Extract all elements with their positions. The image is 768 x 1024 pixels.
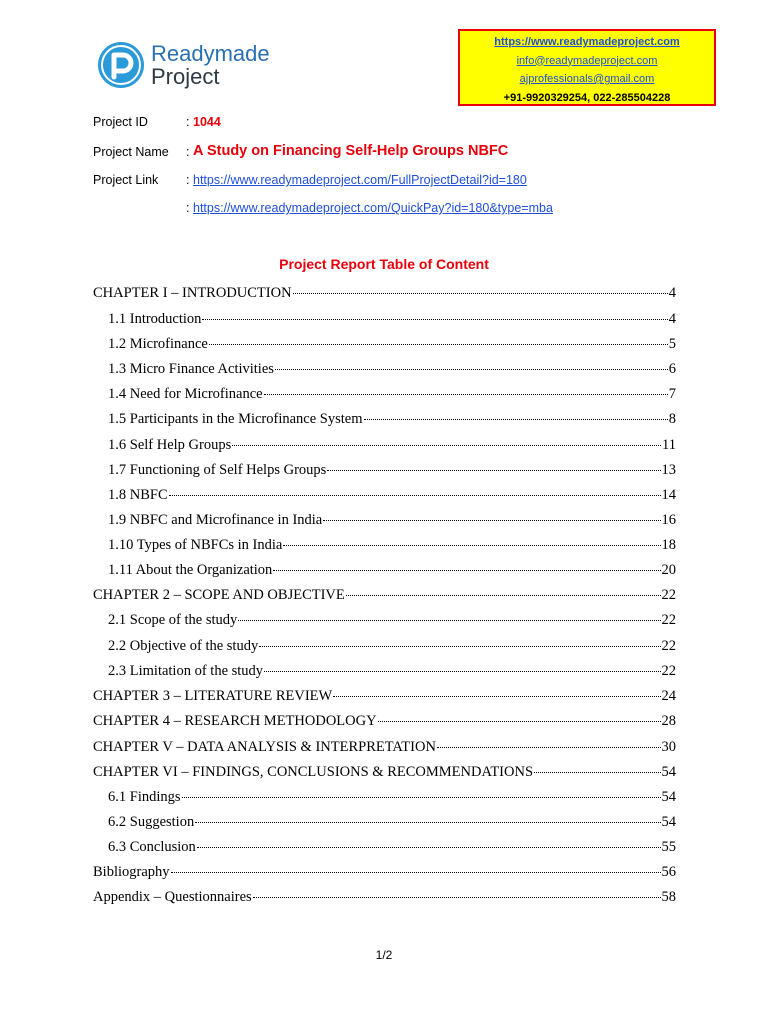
toc-entry-title: 1.2 Microfinance: [108, 336, 208, 352]
toc-entry-title: 1.5 Participants in the Microfinance System: [108, 411, 363, 427]
toc-entry[interactable]: [93, 764, 676, 784]
toc-entry[interactable]: [93, 864, 676, 884]
toc-entry[interactable]: [108, 462, 676, 482]
toc-entry-page: 13: [661, 462, 676, 478]
project-name-label: Project Name: [93, 145, 169, 159]
toc-entry-page: 54: [661, 814, 676, 830]
logo-line-1: Readymade: [151, 41, 270, 66]
logo-line-2: Project: [151, 64, 220, 89]
toc-entry-title: 1.1 Introduction: [108, 311, 202, 327]
toc-entry-page: 22: [661, 587, 676, 603]
toc-entry-page: 22: [661, 663, 676, 679]
toc-entry-page: 11: [662, 437, 676, 453]
contact-box: [458, 29, 716, 106]
toc-entry-page: 8: [668, 411, 676, 427]
project-link-label: Project Link: [93, 173, 159, 187]
toc-leader-dots: [182, 797, 661, 798]
toc-entry-title: CHAPTER V – DATA ANALYSIS & INTERPRETATION: [93, 739, 436, 755]
toc-leader-dots: [273, 570, 660, 571]
website-link[interactable]: https://www.readymadeproject.com: [494, 36, 680, 48]
toc-leader-dots: [293, 293, 668, 294]
toc-entry-title: Bibliography: [93, 864, 170, 880]
toc-leader-dots: [264, 671, 660, 672]
toc-entry[interactable]: [108, 386, 676, 406]
toc-entry-title: 1.6 Self Help Groups: [108, 437, 232, 453]
toc-entry-title: 1.11 About the Organization: [108, 562, 273, 578]
toc-entry-page: 30: [661, 739, 676, 755]
toc-entry[interactable]: [108, 361, 676, 381]
toc-leader-dots: [346, 595, 661, 596]
toc-entry[interactable]: [108, 537, 676, 557]
project-link-colon: :: [186, 173, 190, 187]
project-id-label: Project ID: [93, 115, 148, 129]
toc-leader-dots: [283, 545, 660, 546]
toc-leader-dots: [195, 822, 660, 823]
toc-entry-title: 1.7 Functioning of Self Helps Groups: [108, 462, 327, 478]
toc-leader-dots: [169, 495, 661, 496]
toc-entry-title: 1.4 Need for Microfinance: [108, 386, 263, 402]
toc-entry-page: 58: [661, 889, 676, 905]
toc-entry[interactable]: [108, 411, 676, 431]
toc-leader-dots: [534, 772, 660, 773]
toc-entry-page: 28: [661, 713, 676, 729]
toc-entry[interactable]: [93, 739, 676, 759]
toc-entry-title: Appendix – Questionnaires: [93, 889, 252, 905]
toc-entry-page: 4: [668, 285, 676, 301]
toc-leader-dots: [333, 696, 660, 697]
toc-leader-dots: [259, 646, 660, 647]
toc-entry-page: 56: [661, 864, 676, 880]
toc-entry-page: 22: [661, 612, 676, 628]
toc-heading: Project Report Table of Content: [279, 256, 489, 272]
toc-entry-title: 2.3 Limitation of the study: [108, 663, 264, 679]
project-id-value: 1044: [193, 115, 221, 129]
toc-entry[interactable]: [93, 713, 676, 733]
toc-entry-title: CHAPTER I – INTRODUCTION: [93, 285, 292, 301]
toc-entry-title: 6.3 Conclusion: [108, 839, 196, 855]
toc-entry-page: 14: [661, 487, 676, 503]
toc-entry-page: 54: [661, 789, 676, 805]
toc-leader-dots: [171, 872, 661, 873]
toc-leader-dots: [364, 419, 668, 420]
toc-entry[interactable]: [108, 562, 676, 582]
toc-entry[interactable]: [108, 487, 676, 507]
toc-entry[interactable]: [93, 587, 676, 607]
toc-leader-dots: [378, 721, 661, 722]
email-link-info[interactable]: info@readymadeproject.com: [516, 54, 658, 67]
toc-entry[interactable]: [108, 437, 676, 457]
toc-entry-page: 18: [661, 537, 676, 553]
toc-entry-page: 5: [668, 336, 676, 352]
toc-entry-page: 22: [661, 638, 676, 654]
toc-entry-page: 6: [668, 361, 676, 377]
toc-entry[interactable]: [108, 839, 676, 859]
readymade-project-logo-icon: [97, 41, 145, 89]
toc-entry-title: CHAPTER 3 – LITERATURE REVIEW: [93, 688, 333, 704]
toc-leader-dots: [197, 847, 661, 848]
toc-entry-title: 2.1 Scope of the study: [108, 612, 238, 628]
toc-leader-dots: [232, 445, 661, 446]
toc-entry-title: CHAPTER VI – FINDINGS, CONCLUSIONS & RECOMMENDATIONS: [93, 764, 534, 780]
toc-entry[interactable]: [93, 688, 676, 708]
logo-wordmark: [151, 42, 270, 88]
page-indicator: 1/2: [375, 948, 393, 962]
toc-entry-page: 54: [661, 764, 676, 780]
toc-entry[interactable]: [108, 814, 676, 834]
toc-entry[interactable]: [108, 311, 676, 331]
toc-entry[interactable]: [93, 889, 676, 909]
toc-leader-dots: [327, 470, 660, 471]
toc-entry-title: CHAPTER 2 – SCOPE AND OBJECTIVE: [93, 587, 345, 603]
toc-entry-page: 24: [661, 688, 676, 704]
toc-entry[interactable]: [93, 285, 676, 305]
company-logo: [97, 38, 277, 92]
toc-entry[interactable]: [108, 663, 676, 683]
toc-leader-dots: [275, 369, 668, 370]
toc-leader-dots: [209, 344, 668, 345]
toc-entry-page: 55: [661, 839, 676, 855]
toc-leader-dots: [264, 394, 668, 395]
project-id-colon: :: [186, 115, 190, 129]
toc-entry-title: 1.8 NBFC: [108, 487, 168, 503]
toc-entry-title: 1.10 Types of NBFCs in India: [108, 537, 283, 553]
toc-entry[interactable]: [108, 638, 676, 658]
toc-entry[interactable]: [108, 612, 676, 632]
toc-leader-dots: [253, 897, 661, 898]
toc-entry-title: 1.3 Micro Finance Activities: [108, 361, 274, 377]
toc-entry-title: CHAPTER 4 – RESEARCH METHODOLOGY: [93, 713, 377, 729]
project-name-colon: :: [186, 145, 190, 159]
email-link-ajprofessionals[interactable]: ajprofessionals@gmail.com: [519, 73, 655, 85]
toc-entry-page: 4: [668, 311, 676, 327]
toc-entry-page: 7: [668, 386, 676, 402]
toc-leader-dots: [202, 319, 667, 320]
toc-entry[interactable]: [108, 336, 676, 356]
project-name-value: A Study on Financing Self-Help Groups NBFC: [193, 143, 509, 159]
toc-entry-title: 2.2 Objective of the study: [108, 638, 259, 654]
phone-numbers: +91-9920329254, 022-285504228: [503, 91, 671, 104]
toc-entry-title: 1.9 NBFC and Microfinance in India: [108, 512, 323, 528]
project-full-detail-link[interactable]: https://www.readymadeproject.com/FullProjectDetail?id=180: [193, 173, 527, 187]
toc-leader-dots: [323, 520, 660, 521]
toc-leader-dots: [238, 620, 660, 621]
toc-leader-dots: [437, 747, 661, 748]
toc-entry-title: 6.1 Findings: [108, 789, 181, 805]
project-link2-colon: :: [186, 201, 190, 215]
toc-entry-page: 16: [661, 512, 676, 528]
project-quickpay-link[interactable]: https://www.readymadeproject.com/QuickPay?id=180&type=mba: [193, 201, 553, 215]
toc-entry[interactable]: [108, 512, 676, 532]
toc-entry-title: 6.2 Suggestion: [108, 814, 195, 830]
toc-entry[interactable]: [108, 789, 676, 809]
toc-entry-page: 20: [661, 562, 676, 578]
